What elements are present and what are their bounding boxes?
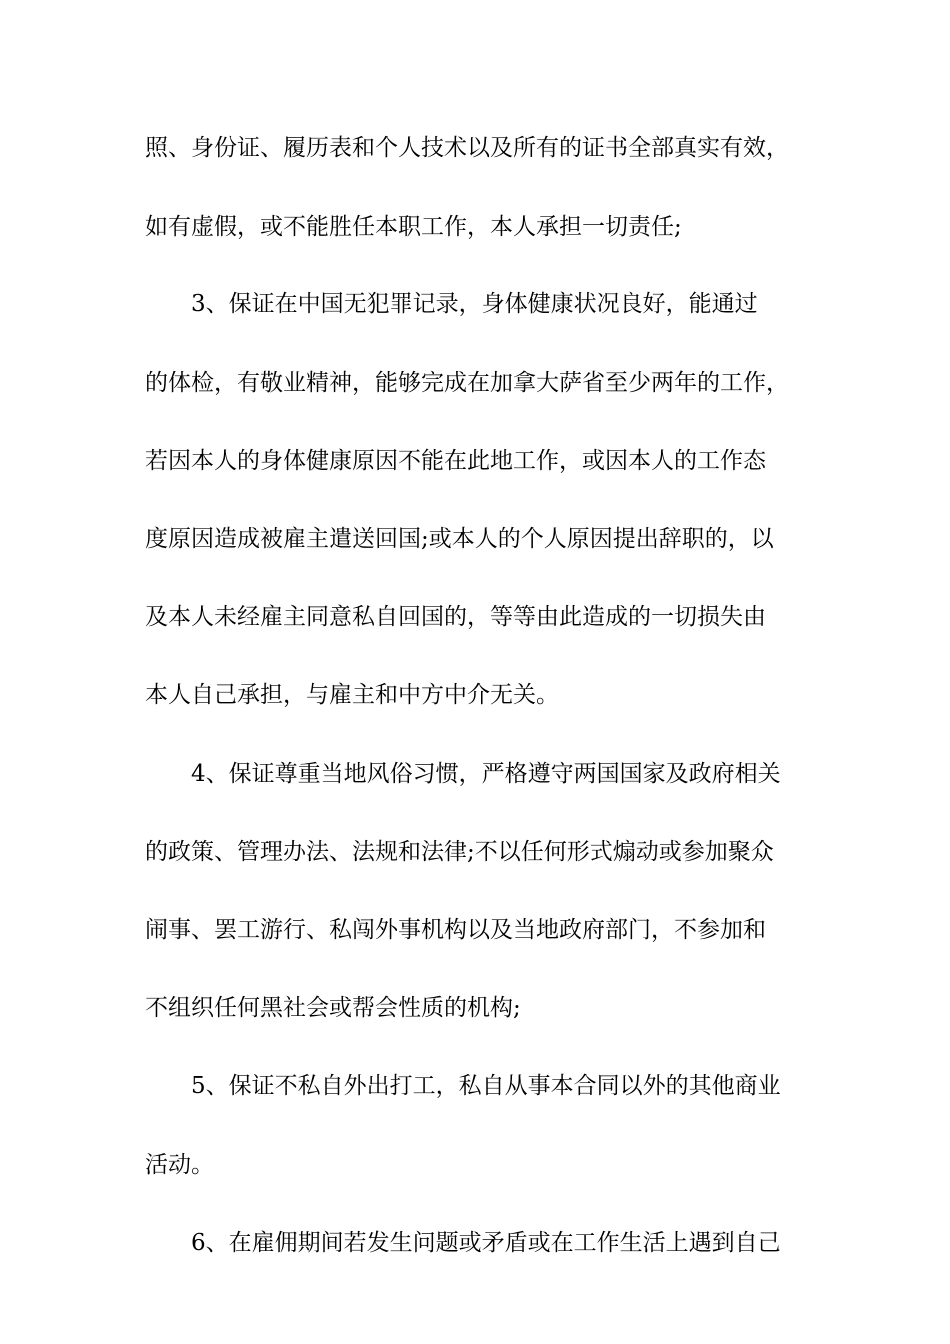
text-line-5: 若因本人的身体健康原因不能在此地工作，或因本人的工作态	[145, 448, 766, 474]
text-line-12: 不组织任何黑社会或帮会性质的机构;	[145, 995, 521, 1021]
text-line-2: 如有虚假，或不能胜任本职工作，本人承担一切责任;	[145, 214, 682, 240]
text-line-7: 及本人未经雇主同意私自回国的，等等由此造成的一切损失由	[145, 604, 766, 630]
text-line-8: 本人自己承担，与雇主和中方中介无关。	[145, 682, 559, 708]
text-line-9: 4、保证尊重当地风俗习惯，严格遵守两国国家及政府相关	[191, 761, 781, 787]
text-line-15: 6、在雇佣期间若发生问题或矛盾或在工作生活上遇到自己	[191, 1230, 781, 1256]
text-line-4: 的体检，有敬业精神，能够完成在加拿大萨省至少两年的工作，	[145, 370, 789, 396]
text-line-10: 的政策、管理办法、法规和法律;不以任何形式煽动或参加聚众	[145, 839, 774, 865]
text-line-3: 3、保证在中国无犯罪记录，身体健康状况良好，能通过	[191, 291, 758, 317]
text-line-1: 照、身份证、履历表和个人技术以及所有的证书全部真实有效，	[145, 135, 789, 161]
text-line-6: 度原因造成被雇主遣送回国;或本人的个人原因提出辞职的，以	[145, 526, 774, 552]
text-line-14: 活动。	[145, 1152, 214, 1178]
text-line-13: 5、保证不私自外出打工，私自从事本合同以外的其他商业	[191, 1073, 781, 1099]
text-line-11: 闹事、罢工游行、私闯外事机构以及当地政府部门，不参加和	[145, 917, 766, 943]
